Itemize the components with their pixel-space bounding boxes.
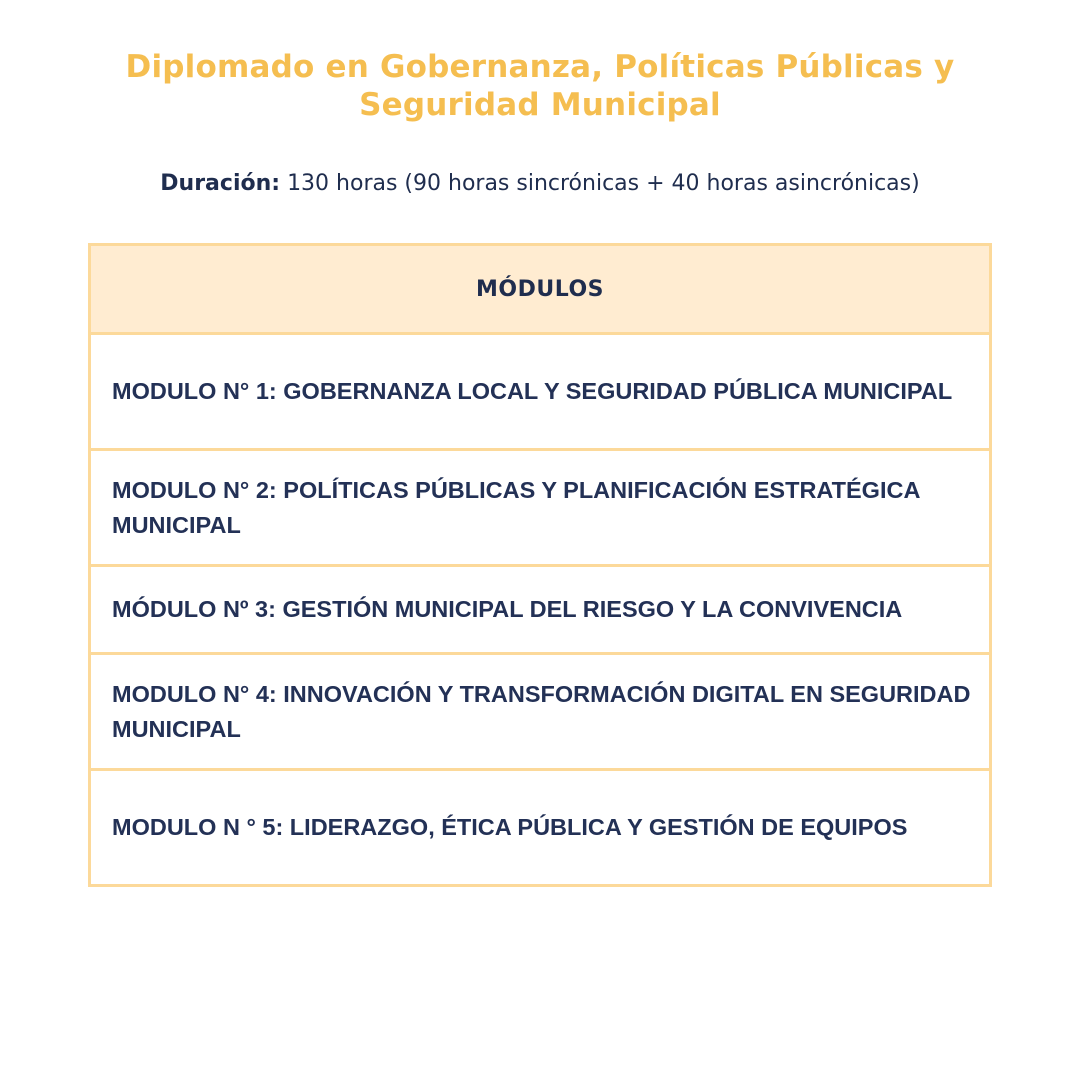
table-row: [90, 566, 991, 654]
module-2: MODULO N° 2: POLÍTICAS PÚBLICAS Y PLANIFICACIÓN ESTRATÉGICA MUNICIPAL: [90, 450, 991, 566]
table-row: [90, 450, 991, 566]
modules-header-row: [90, 245, 991, 334]
duration-line: [90, 168, 990, 200]
module-3: MÓDULO Nº 3: GESTIÓN MUNICIPAL DEL RIESGO Y LA CONVIVENCIA: [90, 566, 991, 654]
duration-value: 130 horas (90 horas sincrónicas + 40 horas asincrónicas): [287, 171, 920, 196]
duration-label: Duración:: [160, 171, 281, 196]
module-5: MODULO N ° 5: LIDERAZGO, ÉTICA PÚBLICA Y GESTIÓN DE EQUIPOS: [90, 770, 991, 886]
table-row: [90, 770, 991, 886]
modules-table: [88, 243, 992, 887]
table-row: [90, 334, 991, 450]
module-4: MODULO N° 4: INNOVACIÓN Y TRANSFORMACIÓN DIGITAL EN SEGURIDAD MUNICIPAL: [90, 654, 991, 770]
modules-header: MÓDULOS: [90, 245, 991, 334]
table-row: [90, 654, 991, 770]
page-title: Diplomado en Gobernanza, Políticas Públicas y Seguridad Municipal: [125, 49, 955, 123]
module-1: MODULO N° 1: GOBERNANZA LOCAL Y SEGURIDAD PÚBLICA MUNICIPAL: [90, 334, 991, 450]
